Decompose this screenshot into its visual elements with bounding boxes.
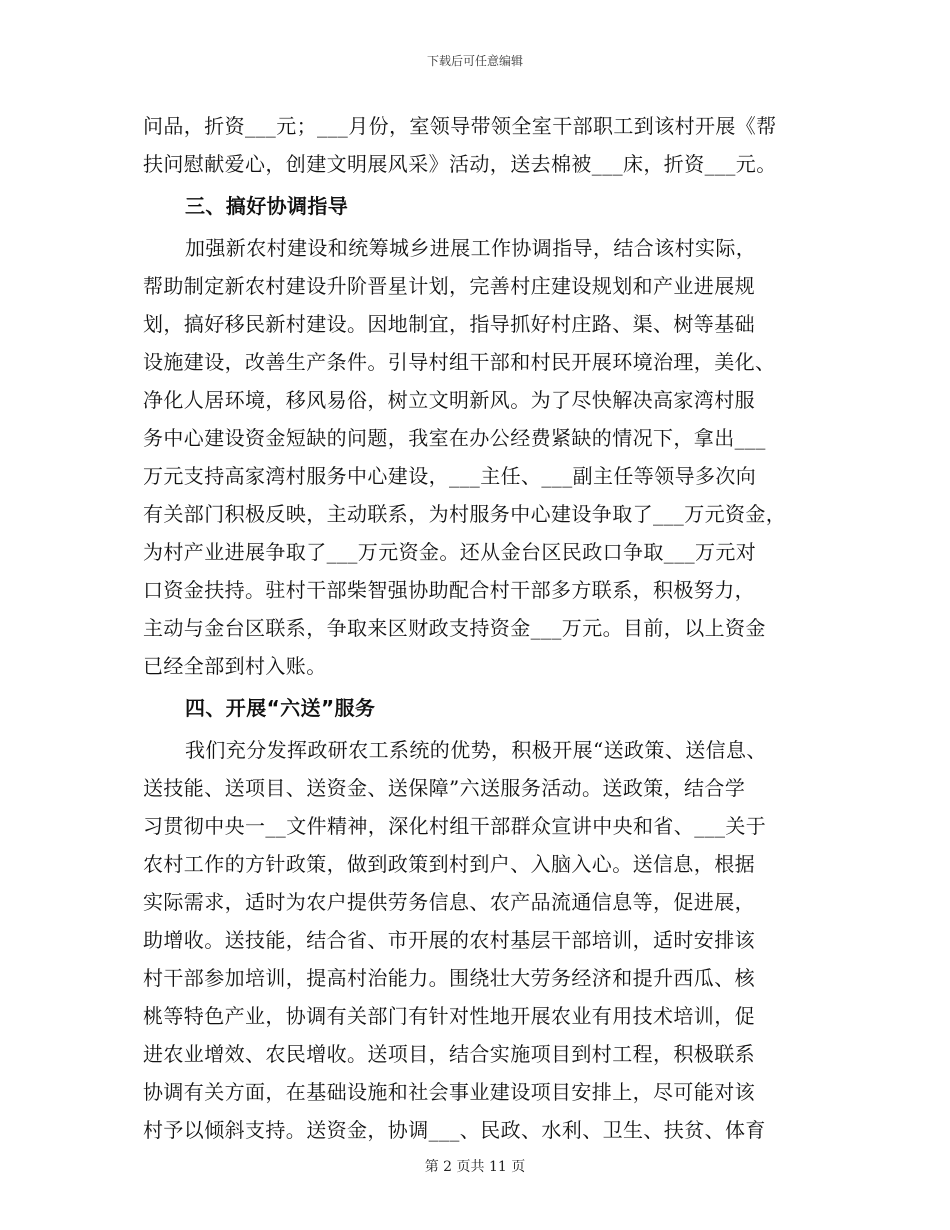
paragraph-line: 已经全部到村入账。	[143, 654, 327, 678]
paragraph-line: 村干部参加培训，提高村治能力。围绕壮大劳务经济和提升西瓜、核	[143, 966, 755, 990]
paragraph-line: 帮助制定新农村建设升阶晋星计划，完善村庄建设规划和产业进展规	[143, 274, 755, 298]
paragraph-line: 村予以倾斜支持。送资金，协调___、民政、水利、卫生、扶贫、体育	[143, 1118, 766, 1142]
paragraph-line: 进农业增效、农民增收。送项目，结合实施项目到村工程，积极联系	[143, 1042, 755, 1066]
paragraph-line: 助增收。送技能，结合省、市开展的农村基层干部培训，适时安排该	[143, 928, 755, 952]
paragraph-line: 问品，折资___元；___月份，室领导带领全室干部职工到该村开展《帮	[143, 114, 777, 138]
paragraph-line: 送技能、送项目、送资金、送保障”六送服务活动。送政策，结合学	[143, 776, 746, 800]
section-heading: 三、搞好协调指导	[185, 194, 349, 218]
paragraph-line: 扶问慰献爱心，创建文明展风采》活动，送去棉被___床，折资___元。	[143, 152, 777, 176]
paragraph-line: 有关部门积极反映，主动联系，为村服务中心建设争取了___万元资金，	[143, 502, 787, 526]
page-header: 下载后可任意编辑	[426, 54, 523, 68]
paragraph-line: 万元支持高家湾村服务中心建设，___主任、___副主任等领导多次向	[143, 464, 757, 488]
document-body	[143, 107, 823, 1149]
paragraph-line: 实际需求，适时为农户提供劳务信息、农产品流通信息等，促进展，	[143, 890, 755, 914]
page-footer: 第 2 页共 11 页	[424, 1159, 526, 1175]
paragraph-line: 主动与金台区联系，争取来区财政支持资金___万元。目前，以上资金	[143, 616, 766, 640]
paragraph-line: 习贯彻中央一__文件精神，深化村组干部群众宣讲中央和省、___关于	[143, 814, 767, 838]
paragraph-line: 设施建设，改善生产条件。引导村组干部和村民开展环境治理，美化、	[143, 350, 776, 374]
paragraph-line: 农村工作的方针政策，做到政策到村到户、入脑入心。送信息，根据	[143, 852, 755, 876]
paragraph-line: 我们充分发挥政研农工系统的优势，积极开展“送政策、送信息、	[185, 738, 767, 762]
paragraph-line: 净化人居环境，移风易俗，树立文明新风。为了尽快解决高家湾村服	[143, 388, 755, 412]
paragraph-line: 加强新农村建设和统筹城乡进展工作协调指导，结合该村实际，	[185, 236, 757, 260]
section-heading: 四、开展“六送”服务	[185, 696, 376, 720]
paragraph-line: 划，搞好移民新村建设。因地制宜，指导抓好村庄路、渠、树等基础	[143, 312, 755, 336]
paragraph-line: 口资金扶持。驻村干部柴智强协助配合村干部多方联系，积极努力，	[143, 578, 755, 602]
paragraph-line: 桃等特色产业，协调有关部门有针对性地开展农业有用技术培训，促	[143, 1004, 755, 1028]
paragraph-line: 协调有关方面，在基础设施和社会事业建设项目安排上，尽可能对该	[143, 1080, 755, 1104]
paragraph-line: 为村产业进展争取了___万元资金。还从金台区民政口争取___万元对	[143, 540, 757, 564]
paragraph-line: 务中心建设资金短缺的问题，我室在办公经费紧缺的情况下，拿出___	[143, 426, 766, 450]
